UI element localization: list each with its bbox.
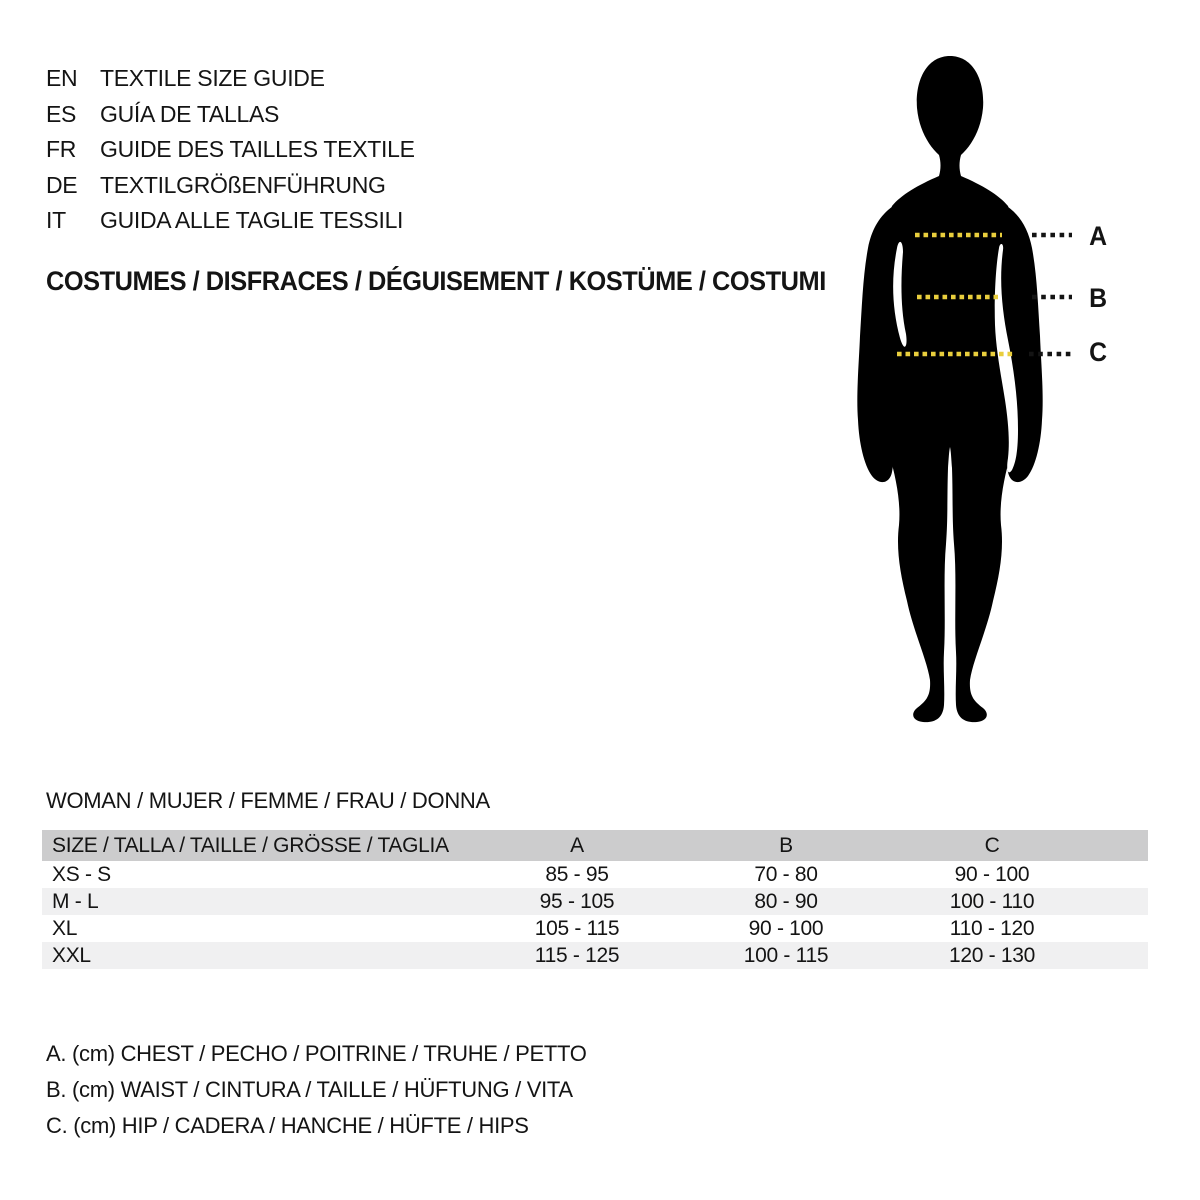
language-row-fr <box>46 132 415 168</box>
category-title: COSTUMES / DISFRACES / DÉGUISEMENT / KOSTÜME / COSTUMI <box>46 266 826 296</box>
guide-title-it: GUIDA ALLE TAGLIE TESSILI <box>100 207 404 234</box>
row-spacer <box>1094 888 1148 915</box>
size-cell: XL <box>52 917 78 940</box>
column-header-a: A <box>570 834 584 857</box>
armpit-gap-left <box>893 242 906 347</box>
row-spacer <box>1094 942 1148 969</box>
size-cell: XS - S <box>52 863 111 886</box>
table-row-xl <box>42 915 1148 942</box>
language-title-list <box>46 61 415 239</box>
woman-silhouette-right-arm <box>996 203 1043 482</box>
hip-range-cell: 90 - 100 <box>954 863 1030 886</box>
size-cell: XXL <box>52 944 91 967</box>
measurement-label-a: A <box>1089 221 1107 251</box>
waist-range-cell: 90 - 100 <box>748 917 824 940</box>
row-spacer <box>1094 861 1148 888</box>
language-code: FR <box>46 136 77 163</box>
hip-range-cell: 120 - 130 <box>948 944 1036 967</box>
waist-range-cell: 100 - 115 <box>743 944 829 967</box>
row-spacer <box>1094 915 1148 942</box>
column-header-c: C <box>984 834 1000 857</box>
legend-hip: C. (cm) HIP / CADERA / HANCHE / HÜFTE / HIPS <box>46 1113 529 1138</box>
woman-silhouette-body <box>876 56 1024 722</box>
language-row-de <box>46 168 415 204</box>
table-row-m-l <box>42 888 1148 915</box>
guide-title-fr: GUIDE DES TAILLES TEXTILE <box>100 136 415 163</box>
language-code: ES <box>46 100 77 127</box>
table-title: WOMAN / MUJER / FEMME / FRAU / DONNA <box>46 788 490 813</box>
hip-range-cell: 100 - 110 <box>949 890 1035 913</box>
chest-range-cell: 95 - 105 <box>539 890 615 913</box>
guide-title-en: TEXTILE SIZE GUIDE <box>100 65 325 91</box>
measurement-legend <box>46 1036 587 1144</box>
column-header-size: SIZE / TALLA / TAILLE / GRÖSSE / TAGLIA <box>52 834 449 857</box>
hip-range-cell: 110 - 120 <box>949 917 1035 940</box>
table-row-xs-s <box>42 861 1148 888</box>
waist-range-cell: 80 - 90 <box>754 890 818 913</box>
chest-range-cell: 105 - 115 <box>534 917 620 940</box>
column-header-b: B <box>779 834 793 857</box>
measurement-label-c: C <box>1089 337 1107 367</box>
guide-title-de: TEXTILGRÖßENFÜHRUNG <box>100 171 386 198</box>
language-code: EN <box>46 65 78 91</box>
chest-range-cell: 85 - 95 <box>545 863 609 886</box>
size-cell: M - L <box>52 890 99 913</box>
measurement-label-b: B <box>1089 283 1107 313</box>
language-row-es <box>46 97 415 133</box>
woman-silhouette-left-arm <box>857 203 904 482</box>
language-row-en <box>46 61 415 97</box>
guide-title-es: GUÍA DE TALLAS <box>100 100 280 127</box>
size-table <box>42 830 1148 969</box>
armpit-gap-right <box>995 244 1018 472</box>
legend-chest: A. (cm) CHEST / PECHO / POITRINE / TRUHE / PETTO <box>46 1041 587 1066</box>
language-code: DE <box>46 171 78 198</box>
size-table-header-row <box>42 830 1148 861</box>
chest-range-cell: 115 - 125 <box>534 944 620 967</box>
waist-range-cell: 70 - 80 <box>754 863 818 886</box>
legend-waist: B. (cm) WAIST / CINTURA / TAILLE / HÜFTUNG / VITA <box>46 1077 573 1102</box>
column-header-spacer <box>1094 830 1148 861</box>
language-code: IT <box>46 207 66 234</box>
table-row-xxl <box>42 942 1148 969</box>
language-row-it <box>46 203 415 239</box>
